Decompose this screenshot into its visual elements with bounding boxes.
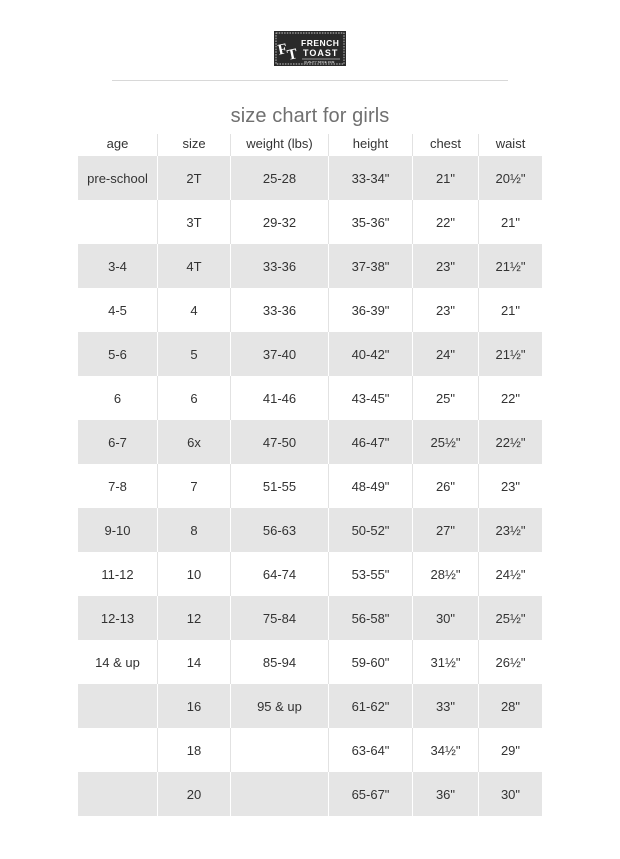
cell-height: 35-36"	[328, 200, 412, 244]
cell-age: 12-13	[100, 610, 135, 626]
table-header-row	[78, 134, 542, 156]
cell-weight: 85-94	[230, 640, 328, 684]
cell-height: 59-60"	[328, 640, 412, 684]
cell-height: 37-38"	[328, 244, 412, 288]
table-row	[78, 684, 542, 728]
cell-waist: 24½"	[478, 552, 542, 596]
cell-chest: 26"	[412, 464, 478, 508]
cell-weight: 25-28	[230, 156, 328, 200]
cell-waist: 22½"	[478, 420, 542, 464]
header-divider	[112, 80, 508, 81]
cell-age: 14 & up	[95, 654, 140, 670]
cell-size: 6	[157, 376, 230, 420]
french-toast-logo	[274, 31, 346, 66]
cell-size: 12	[157, 596, 230, 640]
cell-height: 56-58"	[328, 596, 412, 640]
svg-text:QUALITY SINCE 1949: QUALITY SINCE 1949	[304, 60, 335, 64]
cell-weight: 64-74	[230, 552, 328, 596]
cell-size: 8	[157, 508, 230, 552]
cell-height: 40-42"	[328, 332, 412, 376]
cell-height: 63-64"	[328, 728, 412, 772]
cell-chest: 30"	[412, 596, 478, 640]
cell-weight	[230, 772, 328, 816]
cell-chest: 36"	[412, 772, 478, 816]
table-row	[78, 772, 542, 816]
cell-size: 4	[157, 288, 230, 332]
cell-height: 50-52"	[328, 508, 412, 552]
cell-size: 16	[157, 684, 230, 728]
cell-age: 5-6	[108, 346, 127, 362]
cell-size: 14	[157, 640, 230, 684]
svg-text:FRENCH: FRENCH	[301, 38, 340, 48]
table-row	[78, 420, 542, 464]
cell-height: 61-62"	[328, 684, 412, 728]
cell-height: 36-39"	[328, 288, 412, 332]
table-row	[78, 596, 542, 640]
cell-weight: 33-36	[230, 288, 328, 332]
cell-weight: 51-55	[230, 464, 328, 508]
table-row	[78, 288, 542, 332]
svg-text:F: F	[276, 41, 289, 59]
cell-size: 2T	[157, 156, 230, 200]
cell-chest: 25½"	[412, 420, 478, 464]
cell-age: 11-12	[101, 566, 134, 582]
cell-weight: 37-40	[230, 332, 328, 376]
cell-age: 4-5	[108, 302, 127, 318]
cell-age	[78, 728, 157, 772]
header-chest: chest	[412, 134, 478, 156]
cell-weight: 47-50	[230, 420, 328, 464]
cell-weight	[230, 728, 328, 772]
table-body	[78, 156, 542, 816]
cell-waist: 25½"	[478, 596, 542, 640]
cell-age: 6-7	[108, 434, 127, 450]
header-weight: weight (lbs)	[230, 134, 328, 156]
cell-size: 20	[157, 772, 230, 816]
cell-age: pre-school	[87, 170, 148, 186]
cell-chest: 34½"	[412, 728, 478, 772]
table-row	[78, 376, 542, 420]
table-row	[78, 640, 542, 684]
cell-chest: 22"	[412, 200, 478, 244]
svg-text:TOAST: TOAST	[303, 48, 339, 58]
cell-height: 33-34"	[328, 156, 412, 200]
cell-chest: 23"	[412, 244, 478, 288]
cell-size: 3T	[157, 200, 230, 244]
cell-weight: 95 & up	[230, 684, 328, 728]
page-title: size chart for girls	[230, 105, 390, 128]
cell-waist: 21½"	[478, 332, 542, 376]
cell-age	[78, 772, 157, 816]
header-height: height	[328, 134, 412, 156]
table-row	[78, 200, 542, 244]
cell-weight: 56-63	[230, 508, 328, 552]
cell-age	[78, 200, 157, 244]
cell-waist: 23½"	[478, 508, 542, 552]
cell-chest: 33"	[412, 684, 478, 728]
cell-height: 46-47"	[328, 420, 412, 464]
cell-size: 10	[157, 552, 230, 596]
header-age: age	[106, 136, 129, 151]
cell-age: 7-8	[108, 478, 127, 494]
cell-waist: 21½"	[478, 244, 542, 288]
table-row	[78, 244, 542, 288]
cell-size: 4T	[157, 244, 230, 288]
cell-weight: 41-46	[230, 376, 328, 420]
cell-height: 43-45"	[328, 376, 412, 420]
cell-size: 7	[157, 464, 230, 508]
header-size: size	[157, 134, 230, 156]
cell-height: 65-67"	[328, 772, 412, 816]
cell-chest: 28½"	[412, 552, 478, 596]
cell-chest: 24"	[412, 332, 478, 376]
table-row	[78, 552, 542, 596]
table-row	[78, 728, 542, 772]
table-row	[78, 464, 542, 508]
cell-age: 9-10	[104, 522, 131, 538]
cell-size: 6x	[157, 420, 230, 464]
cell-chest: 27"	[412, 508, 478, 552]
table-row	[78, 156, 542, 200]
cell-age: 3-4	[108, 258, 127, 274]
cell-waist: 21"	[478, 200, 542, 244]
cell-waist: 21"	[478, 288, 542, 332]
cell-waist: 22"	[478, 376, 542, 420]
cell-age	[78, 684, 157, 728]
size-chart-table	[78, 134, 542, 816]
cell-waist: 29"	[478, 728, 542, 772]
cell-chest: 25"	[412, 376, 478, 420]
cell-weight: 29-32	[230, 200, 328, 244]
cell-waist: 23"	[478, 464, 542, 508]
cell-waist: 30"	[478, 772, 542, 816]
cell-size: 5	[157, 332, 230, 376]
cell-chest: 31½"	[412, 640, 478, 684]
cell-height: 53-55"	[328, 552, 412, 596]
cell-waist: 26½"	[478, 640, 542, 684]
cell-chest: 23"	[412, 288, 478, 332]
cell-chest: 21"	[412, 156, 478, 200]
table-row	[78, 332, 542, 376]
cell-weight: 75-84	[230, 596, 328, 640]
header-waist: waist	[478, 134, 542, 156]
cell-waist: 28"	[478, 684, 542, 728]
table-row	[78, 508, 542, 552]
cell-age: 6	[113, 390, 122, 406]
cell-height: 48-49"	[328, 464, 412, 508]
svg-text:T: T	[285, 46, 299, 64]
cell-size: 18	[157, 728, 230, 772]
cell-weight: 33-36	[230, 244, 328, 288]
cell-waist: 20½"	[478, 156, 542, 200]
